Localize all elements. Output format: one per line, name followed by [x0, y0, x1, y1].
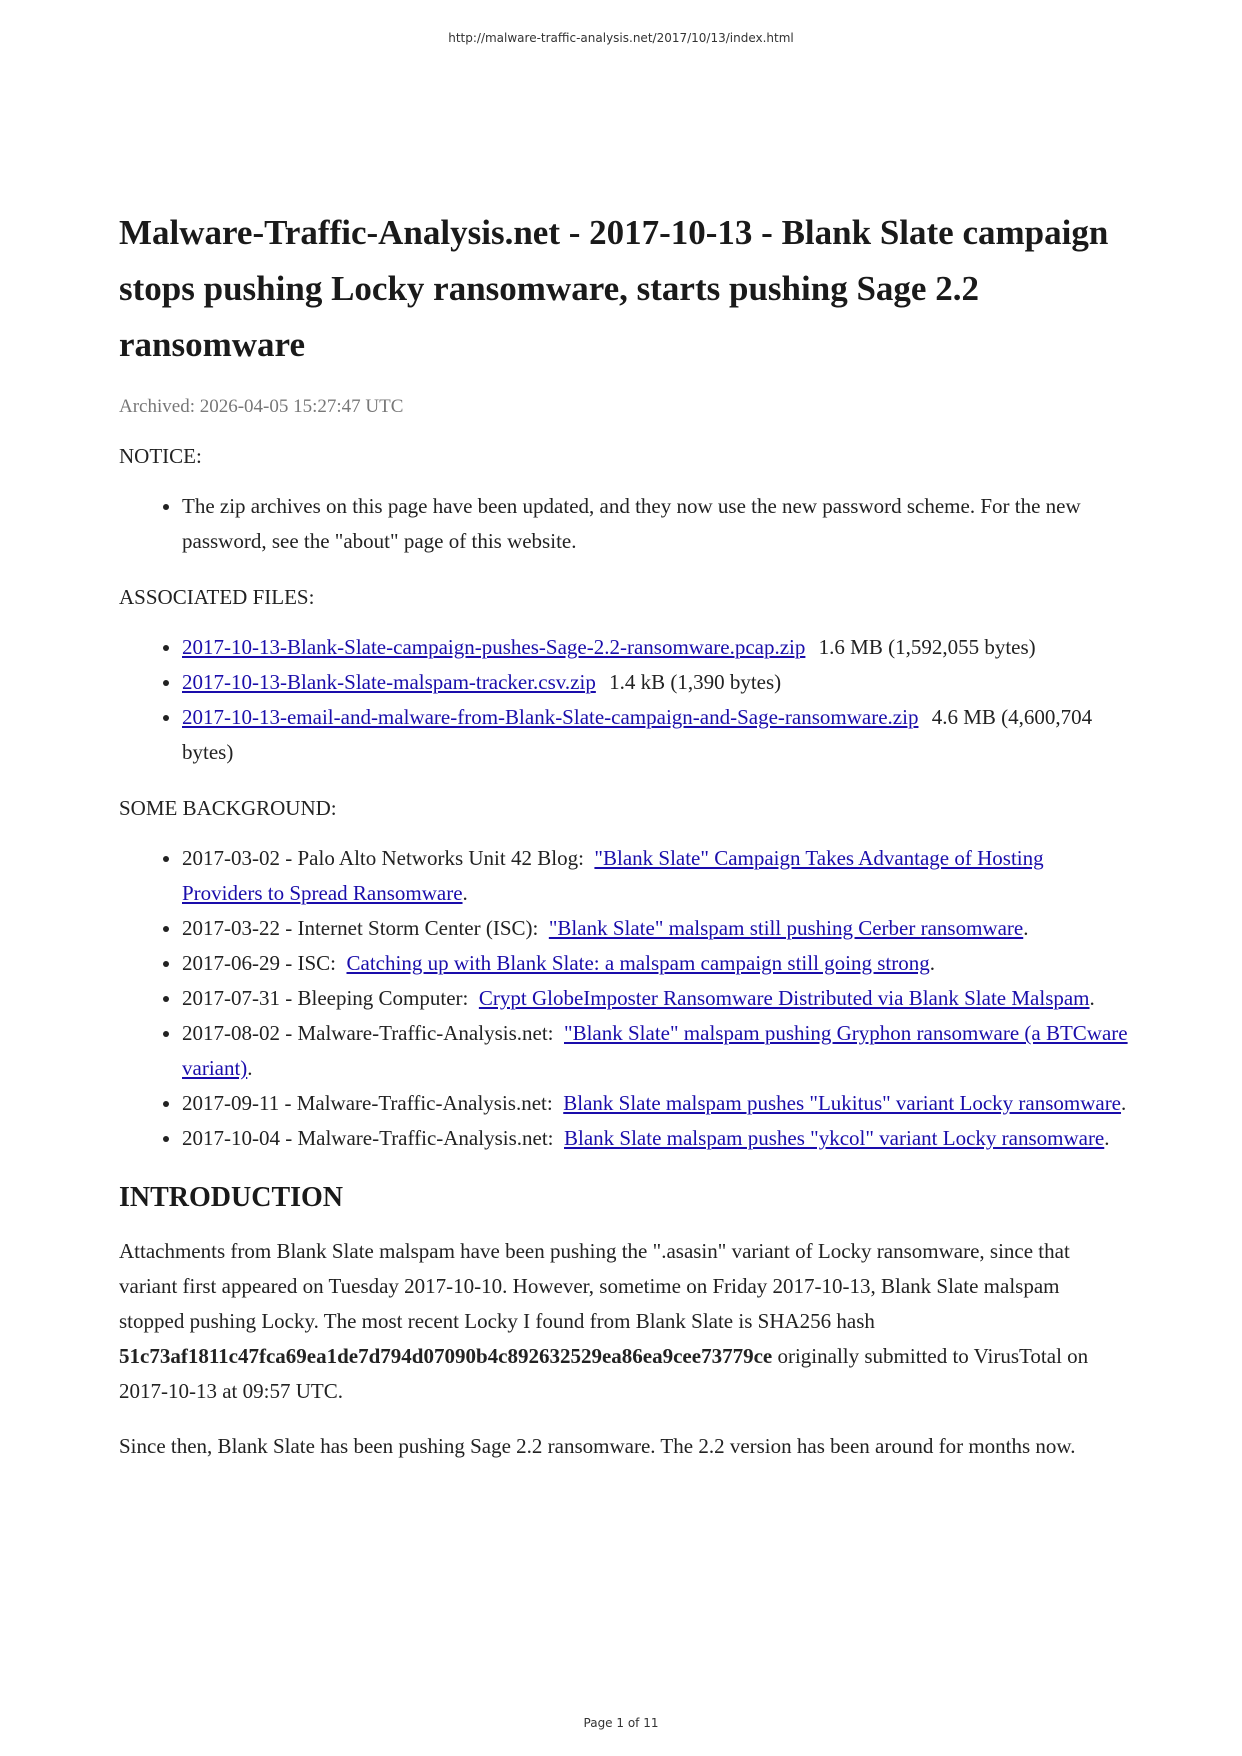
background-item	[182, 911, 1129, 946]
introduction-paragraph-1	[119, 1234, 1129, 1409]
background-link[interactable]: Blank Slate malspam pushes "Lukitus" variant Locky ransomware	[563, 1091, 1122, 1115]
background-suffix: .	[1089, 986, 1095, 1010]
background-source: 2017-06-29 - ISC:	[182, 951, 336, 975]
file-link[interactable]: 2017-10-13-Blank-Slate-campaign-pushes-Sage-2.2-ransomware.pcap.zip	[182, 635, 806, 659]
background-source: 2017-03-22 - Internet Storm Center (ISC):	[182, 916, 539, 940]
background-link[interactable]: "Blank Slate" malspam still pushing Cerber ransomware	[548, 916, 1024, 940]
background-item	[182, 841, 1129, 911]
background-suffix: .	[1121, 1091, 1127, 1115]
background-suffix: .	[462, 881, 468, 905]
background-item	[182, 1086, 1129, 1121]
background-item	[182, 1121, 1129, 1156]
background-link[interactable]: Crypt GlobeImposter Ransomware Distributed via Blank Slate Malspam	[478, 986, 1090, 1010]
background-suffix: .	[247, 1056, 253, 1080]
archived-timestamp: Archived: 2026-04-05 15:27:47 UTC	[119, 396, 404, 417]
background-link[interactable]: Blank Slate malspam pushes "ykcol" variant Locky ransomware	[564, 1126, 1105, 1150]
background-suffix: .	[1104, 1126, 1110, 1150]
background-label: SOME BACKGROUND:	[119, 796, 337, 820]
background-source: 2017-07-31 - Bleeping Computer:	[182, 986, 469, 1010]
introduction-heading: INTRODUCTION	[119, 1182, 344, 1213]
introduction-paragraph-2: Since then, Blank Slate has been pushing Sage 2.2 ransomware. The 2.2 version has been around for months now.	[119, 1434, 1076, 1458]
file-size: 1.4 kB (1,390 bytes)	[609, 670, 782, 694]
intro-text-after-hash: originally submitted to VirusTotal on 2017-10-13 at 09:57 UTC.	[119, 1344, 1089, 1403]
file-size: 1.6 MB (1,592,055 bytes)	[818, 635, 1036, 659]
page-title: Malware-Traffic-Analysis.net - 2017-10-13 - Blank Slate campaign stops pushing Locky ransomware, starts pushing Sage 2.2 ransomware	[119, 213, 1109, 364]
article	[119, 205, 1129, 1464]
background-suffix: .	[929, 951, 936, 975]
notice-label: NOTICE:	[119, 444, 202, 468]
background-link[interactable]: Catching up with Blank Slate: a malspam campaign still going strong	[346, 951, 930, 975]
page-url-header: http://malware-traffic-analysis.net/2017/10/13/index.html	[448, 31, 794, 45]
associated-files-label: ASSOCIATED FILES:	[119, 585, 315, 609]
file-link[interactable]: 2017-10-13-Blank-Slate-malspam-tracker.csv.zip	[182, 670, 596, 694]
file-item	[182, 630, 1129, 665]
notice-list	[119, 489, 1129, 559]
background-link[interactable]: "Blank Slate" malspam pushing Gryphon ransomware (a BTCware variant)	[182, 1021, 1128, 1080]
file-item	[182, 700, 1129, 770]
page-number: Page 1 of 11	[583, 1716, 659, 1730]
background-source: 2017-10-04 - Malware-Traffic-Analysis.net:	[182, 1126, 554, 1150]
background-suffix: .	[1023, 916, 1029, 940]
background-link[interactable]: "Blank Slate" Campaign Takes Advantage of Hosting Providers to Spread Ransomware	[182, 846, 1044, 905]
background-list	[119, 841, 1129, 1156]
file-item	[182, 665, 1129, 700]
background-source: 2017-09-11 - Malware-Traffic-Analysis.net:	[182, 1091, 553, 1115]
background-item	[182, 981, 1129, 1016]
file-link[interactable]: 2017-10-13-email-and-malware-from-Blank-Slate-campaign-and-Sage-ransomware.zip	[182, 705, 919, 729]
background-source: 2017-08-02 - Malware-Traffic-Analysis.net:	[182, 1021, 554, 1045]
sha256-hash: 51c73af1811c47fca69ea1de7d794d07090b4c892632529ea86ea9cee73779ce	[119, 1344, 773, 1368]
intro-text-before-hash: Attachments from Blank Slate malspam have been pushing the ".asasin" variant of Locky ransomware, since that variant first appeared on Tuesday 2017-10-10. However, sometime on Friday 2017-10-13, Blank Slate malspam stopped pushing Locky. The most recent Locky I found from Blank Slate is SHA256 hash	[119, 1239, 1070, 1333]
background-source: 2017-03-02 - Palo Alto Networks Unit 42 Blog:	[182, 846, 584, 870]
notice-item: • The zip archives on this page have been updated, and they now use the new password scheme. For the new password, see the "about" page of this website.	[182, 489, 1129, 559]
background-item	[182, 1016, 1129, 1086]
associated-files-list	[119, 630, 1129, 770]
background-item	[182, 946, 1129, 981]
file-size: 4.6 MB (4,600,704 bytes)	[182, 705, 1093, 764]
